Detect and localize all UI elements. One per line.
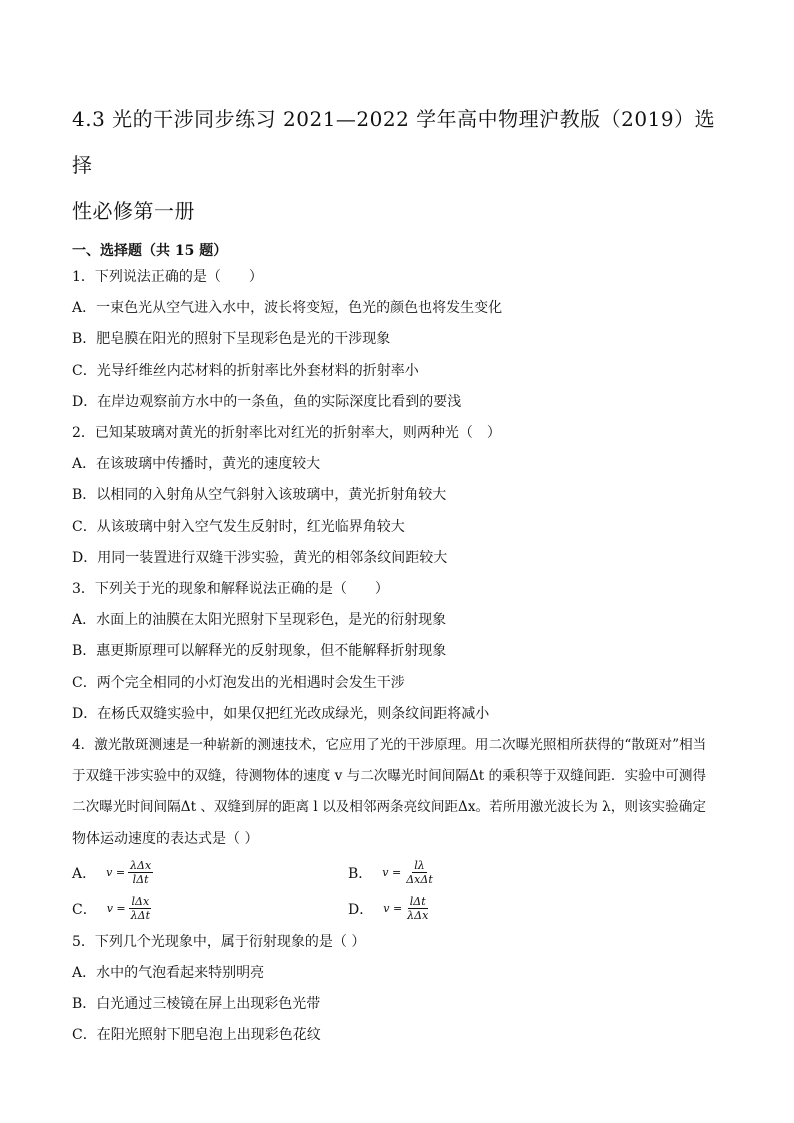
formula-lhs: v = [106,902,126,916]
question-2 [72,418,722,574]
option-c [72,895,348,922]
option-b: B．以相同的入射角从空气斜射入该玻璃中，黄光折射角较大 [72,487,447,504]
option-c: C．在阳光照射下肥皂泡上出现彩色花纹 [72,1027,321,1044]
denominator: lΔt [132,873,149,887]
question-stem-line-2: 于双缝干涉实验中的双缝，待测物体的速度 v 与二次曝光时间间隔Δt 的乘积等于双缝间距．实验中可测得 [72,768,707,785]
option-d: D．在杨氏双缝实验中，如果仅把红光改成绿光，则条纹间距将减小 [72,705,490,722]
numerator: lΔt [409,895,426,909]
question-1 [72,262,722,418]
fraction [404,859,435,886]
question-stem: 1．下列说法正确的是（ ） [72,269,263,285]
option-row-ab [72,855,722,891]
title-line-1: 4.3 光的干涉同步练习 2021—2022 学年高中物理沪教版（2019）选择 [72,107,716,177]
option-b [348,859,624,886]
option-d [348,895,624,922]
section-heading: 一、选择题（共 15 题） [72,243,228,259]
formula-lhs: v = [106,866,126,880]
document-page [72,96,722,1052]
question-stem-line-3: 二次曝光时间间隔Δt 、双缝到屏的距离 l 以及相邻两条亮纹间距Δx。若所用激光波长为 λ，则该实验确定 [72,799,706,816]
option-a [72,859,348,886]
option-b: B．肥皂膜在阳光的照射下呈现彩色是光的干涉现象 [72,331,391,348]
formula-lhs: v = [382,866,402,880]
question-stem-line-1: 4．激光散斑测速是一种崭新的测速技术，它应用了光的干涉原理。用二次曝光照相所获得的“散斑对”相当 [72,737,707,754]
numerator: λΔx [130,859,152,873]
option-row-cd [72,891,722,927]
title-line-2: 性必修第一册 [72,199,195,223]
fraction [405,895,430,922]
question-4 [72,730,722,927]
question-stem: 5．下列几个光现象中，属于衍射现象的是（ ） [72,933,366,950]
formula [106,859,153,886]
option-b: B．惠更斯原理可以解释光的反射现象，但不能解释折射现象 [72,643,447,660]
question-stem: 3．下列关于光的现象和解释说法正确的是（ ） [72,581,389,598]
question-stem-line-4: 物体运动速度的表达式是（ ） [72,830,259,847]
option-a: A．在该玻璃中传播时，黄光的速度较大 [72,456,321,473]
option-label: D． [348,901,374,918]
option-d: D．在岸边观察前方水中的一条鱼，鱼的实际深度比看到的要浅 [72,393,462,410]
option-d: D．用同一装置进行双缝干涉实验，黄光的相邻条纹间距较大 [72,549,448,566]
formula [107,895,152,922]
denominator: λΔx [407,909,429,923]
option-a: A．一束色光从空气进入水中，波长将变短，色光的颜色也将发生变化 [72,300,503,317]
document-title [72,96,722,234]
option-label: C． [72,901,97,918]
question-3 [72,574,722,730]
option-b: B．白光通过三棱镜在屏上出现彩色光带 [72,996,321,1013]
option-c: C．光导纤维丝内芯材料的折射率比外套材料的折射率小 [72,362,419,379]
formula-lhs: v = [383,902,403,916]
denominator: ΔxΔt [406,873,433,887]
fraction [129,895,152,922]
option-label: B． [348,865,373,882]
option-label: A． [72,865,97,882]
formula [382,859,434,886]
numerator: lλ [414,859,425,873]
option-a: A．水中的气泡看起来特别明亮 [72,965,265,982]
numerator: lΔx [131,895,150,909]
denominator: λΔt [130,909,150,923]
question-5 [72,927,722,1052]
option-c: C．从该玻璃中射入空气发生反射时，红光临界角较大 [72,518,405,535]
option-c: C．两个完全相同的小灯泡发出的光相遇时会发生干涉 [72,674,405,691]
fraction [128,859,153,886]
option-a: A．水面上的油膜在太阳光照射下呈现彩色，是光的衍射现象 [72,612,447,629]
formula [383,895,430,922]
question-stem: 2．已知某玻璃对黄光的折射率比对红光的折射率大，则两种光（ ） [72,425,501,442]
